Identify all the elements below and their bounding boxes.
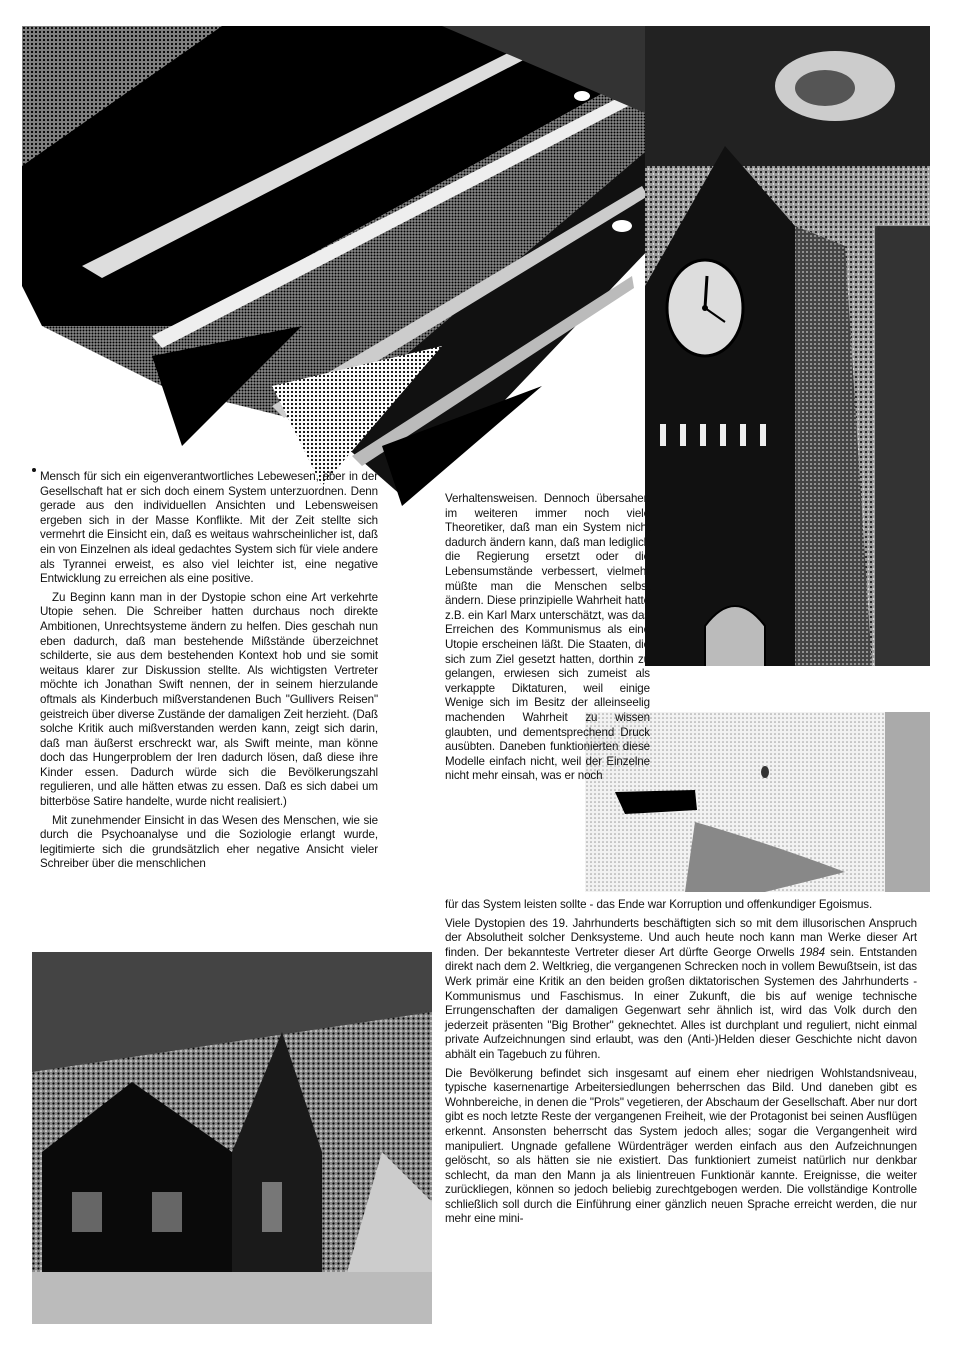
left-paragraph-1: Mensch für sich ein eigenverantwortliches Lebewesen, aber in der Gesellschaft hat er sich doch einem System unterzuordnen. Denn gerade aus den individuellen Ansichten und Lebensweisen ergeben sich in der Masse Konflikte. Mit der Zeit stellte sich vermehrt die Einsicht ein, daß es weitaus wahrscheinlicher ist, daß ein von Einzelnen als ideal gedachtes System sich für viele andere als Tyrannei erweist, es also viel leichter ist, eine negative Entwicklung zu erreichen als eine positive. [40,470,378,586]
right-paragraph-2-start: Viele Dystopien des 19. Jahrhunderts beschäftigten sich so mit dem illusorischen Anspruch der Absolutheit solcher Denksysteme. Und auch heute noch kann man Werke dieser Art finden. Der bekannteste Vertreter dieser Art dürfte George Orwells [445,916,917,959]
bullet-mark [32,468,36,472]
left-text-column [40,470,378,876]
gothic-house-image [32,952,432,1324]
middle-paragraph: Verhaltensweisen. Dennoch übersahen im weiteren immer noch viele Theoretiker, daß man ein System nicht dadurch ändern kann, daß man lediglich die Regierung ersetzt oder die Lebensumstände verbessert, vielmehr müßte man die Menschen selbst ändern. Diese prinzipielle Wahrheit hatte z.B. ein Karl Marx unterschätzt, was das Erreichen des Kommunismus als eine Utopie erscheinen läßt. Die Staaten, die sich zum Ziel gesetzt hatten, dorthin zu gelangen, erwiesen sich zumeist als verkappte Diktaturen, weil einige Wenige sich im Besitz der alleinseelig machenden Wahrheit zu wissen glaubten, und dementsprechend Druck ausübten. Daneben funktionierten diese Modelle einfach nicht, weil der Einzelne nicht mehr einsah, was er noch [445,492,650,783]
clock-tower-image [645,26,930,714]
right-paragraph-3: Die Bevölkerung befindet sich insgesamt auf einem eher niedrigen Wohlstandsniveau, typische kasernenartige Arbeitersiedlungen beherrschen das Bild. Und daneben gibt es Wohnbereiche, in denen die "Prols" vegetieren, der Abschaum der Gesellschaft. Aber nur dort gibt es noch letzte Reste der vergangenen Freiheit, wie der Protagonist bei seinen Ausflügen erkennt. Ansonsten beherrscht das System jedoch alles; sogar die Vergangenheit wird manipuliert. Ungnade gefallene Würdenträger werden einfach aus den Aufzeichnungen gelöscht, so als hätten sie nie existiert. Das funktioniert zumeist natürlich nur denkbar schlecht, da man den Mann ja als linientreuen Funktionär kannte. Ereignisse, die weiter zurückliegen, können so jedoch beliebig zurechtgebogen werden. Die vollständige Kontrolle schließlich soll durch die Einführung einer gänzlich neuen Sprache erreicht werden, die nur mehr eine mini- [445,1066,917,1226]
book-title-1984: 1984 [799,945,825,959]
middle-text-column [445,492,650,788]
right-paragraph-1: für das System leisten sollte - das Ende war Korruption und offenkundiger Egoismus. [445,898,873,911]
right-text-column [445,898,917,1231]
right-paragraph-2-end: sein. Entstanden direkt nach dem 2. Weltkrieg, die vergangenen Schrecken noch in vollem Bewußtsein, ist das Werk primär eine Kritik an den beiden großen diktatorischen Systemen des Jahrhunderts - Kommunismus und Faschismus. In einer Zukunft, die bis auf wenige technische Errungenschaften der damaligen Gegenwart sehr ähnlich ist, wird das Volk durch den jederzeit präsenten "Big Brother" geknechtet. Alles ist durchplant und reguliert, nicht einmal private Aufzeichnungen sind erlaubt, was den (Anti-)Helden dieser Geschichte nicht davon abhält ein Tagebuch zu führen. [445,945,917,1061]
left-paragraph-2: Zu Beginn kann man in der Dystopie schon eine Art verkehrte Utopie sehen. Die Schreiber hatten durchaus noch direkte Ambitionen, Unrechtsysteme ändern zu helfen. Dies geschah nun eben dadurch, daß man bestehende Mißstände überzeichnet schilderte, sie aus dem bestehenden Kontext hob und sie somit weitaus klarer zur Diskussion stellte. Als wichtigsten Vertreter möchte ich Jonathan Swift nennen, der in seinem hierzulande oftmals als Kinderbuch mißverstandenen Buch "Gullivers Reisen" geistreich über diverse Zustände der damaligen Zeit herzieht. (Daß solche Kritik auch mißverstanden werden kann, zeigt sich darin, daß man äußerst erschreckt war, als Swift meinte, man könne doch das Hungerproblem der Iren dadurch lösen, daß diese ihre Kinder essen. Dadurch würde sich die Bevölkerungszahl regulieren, und alle hätten etwas zu essen. Daß es sich dabei um bitterböse Satire handelte, wurde nicht realisiert.) [40,590,378,809]
angular-shards-image [22,26,652,506]
right-paragraph-2 [445,917,917,1063]
left-paragraph-3: Mit zunehmender Einsicht in das Wesen des Menschen, wie sie durch die Psychoanalyse und die Soziologie erlangt wurde, legitimierte sich die grundsätzlich eher negative Ansicht vieler Schreiber über die menschlichen [40,813,378,871]
